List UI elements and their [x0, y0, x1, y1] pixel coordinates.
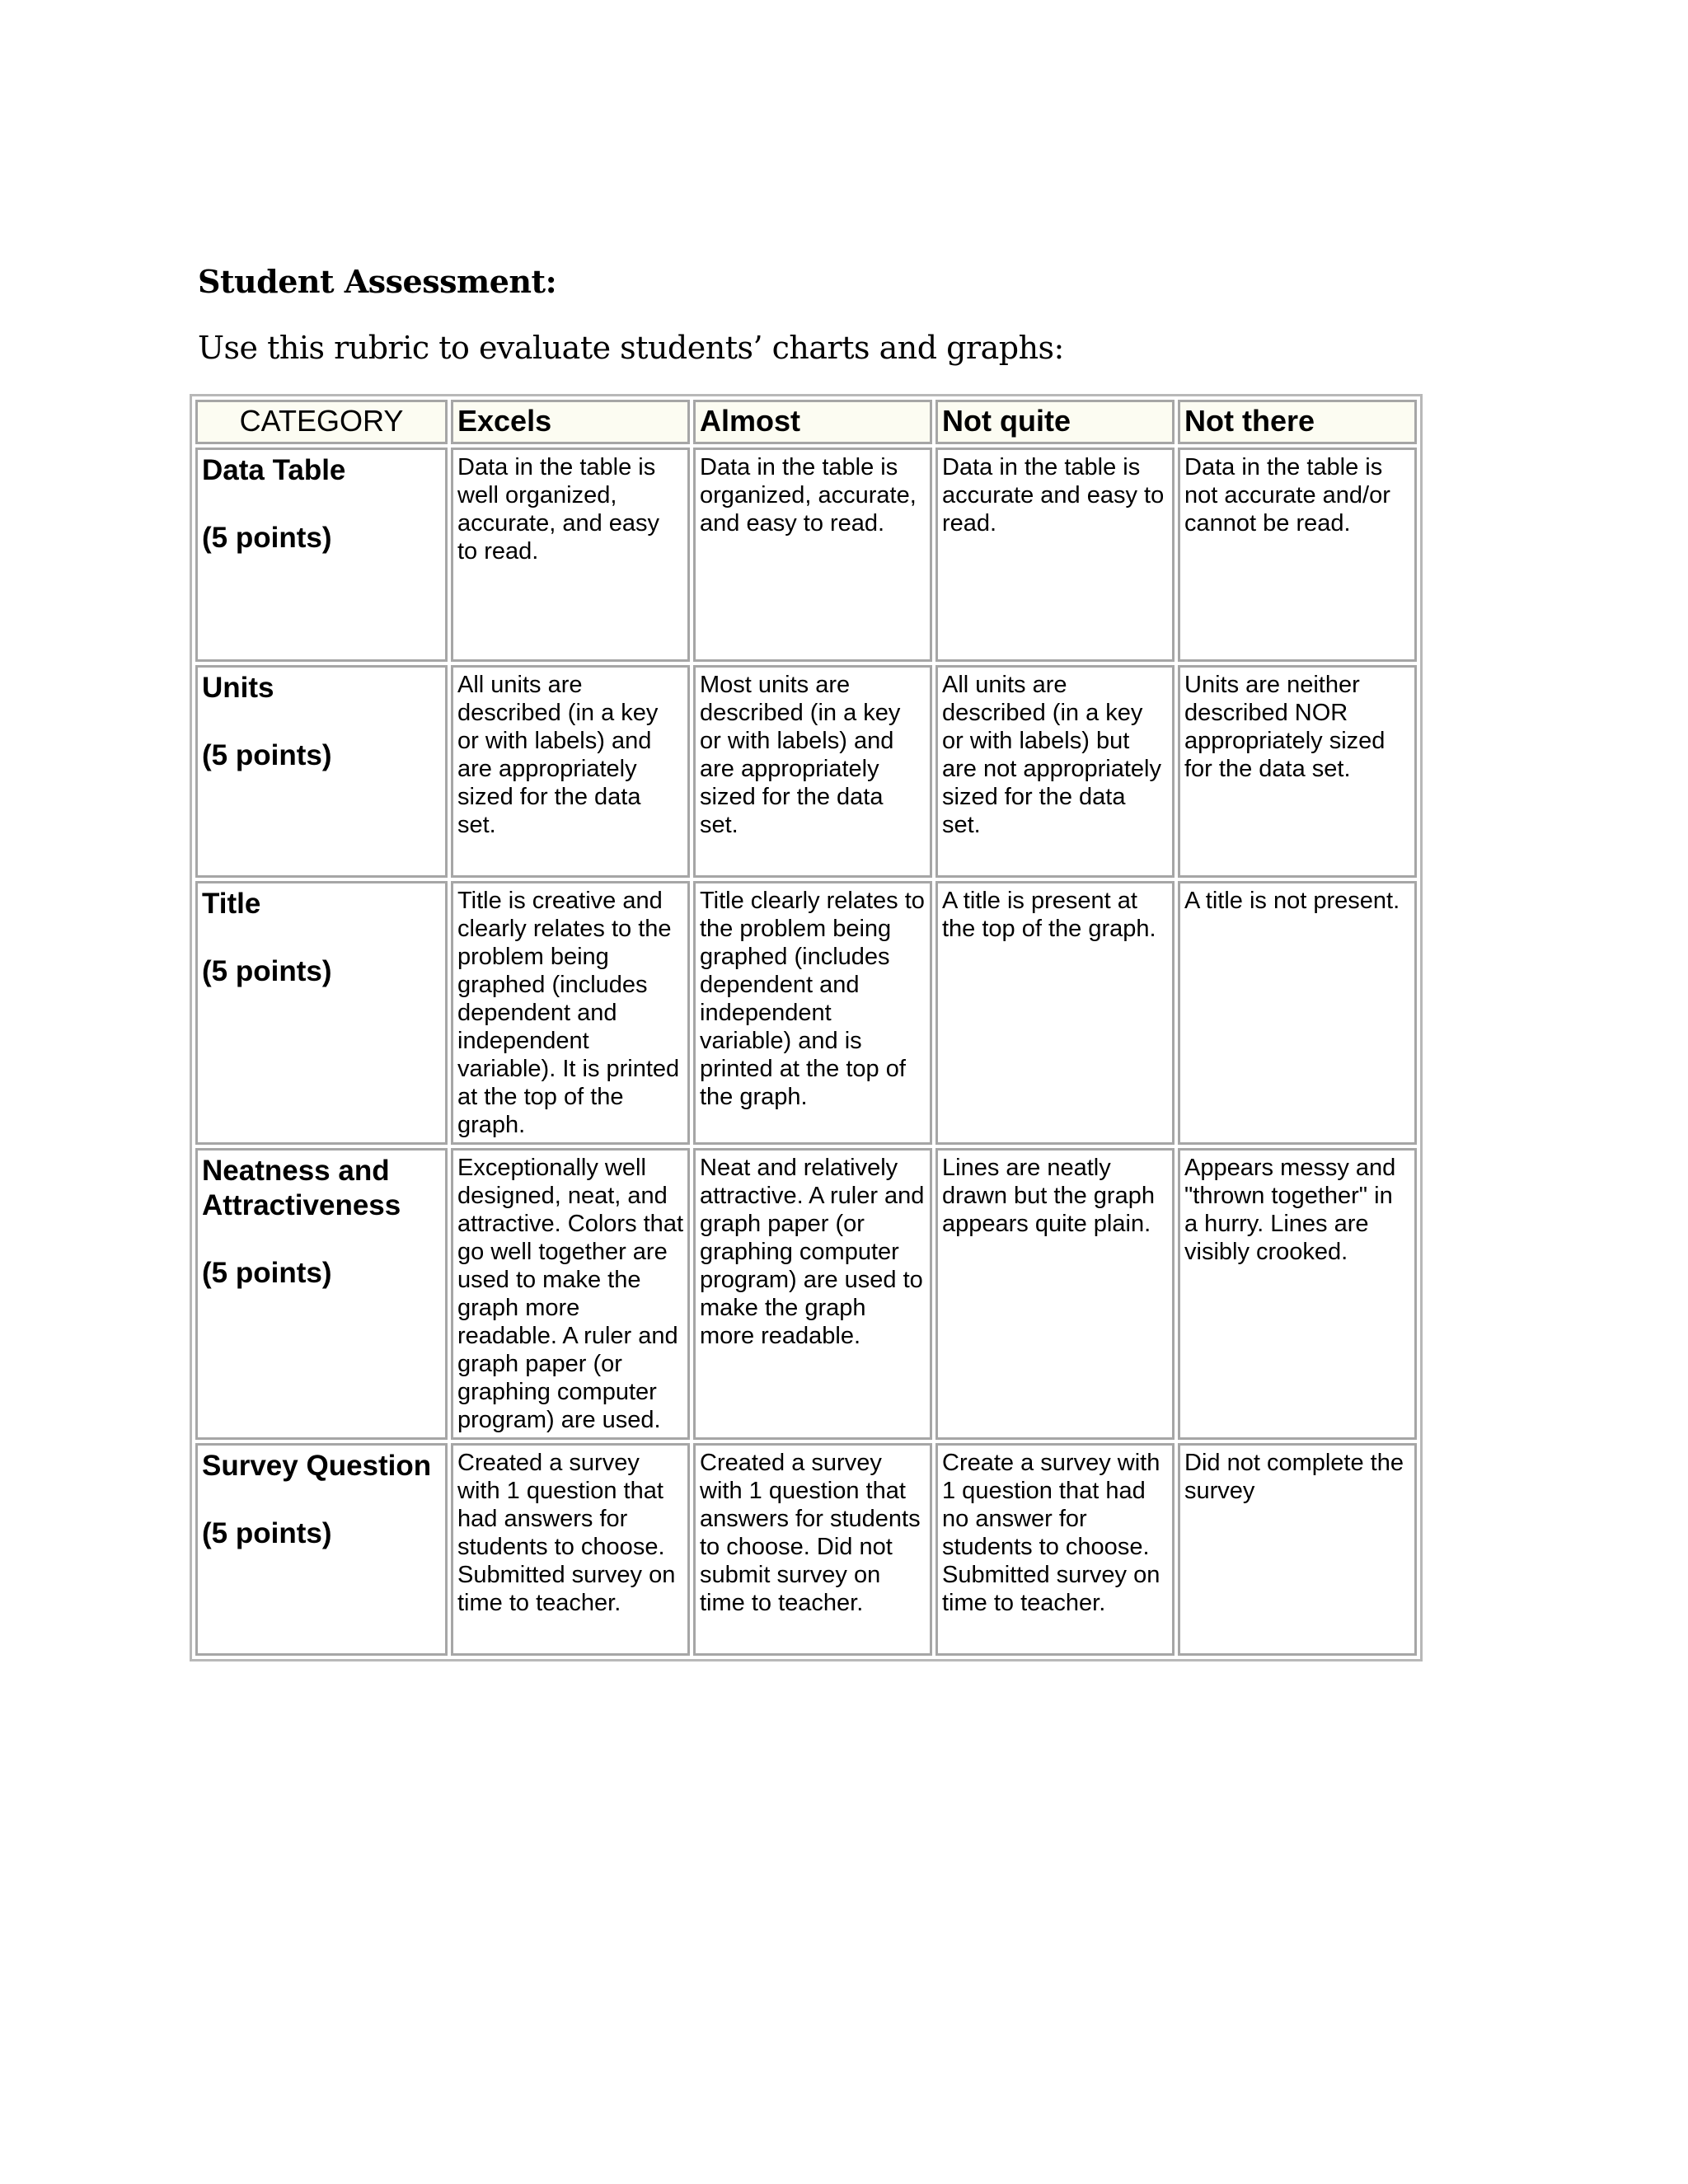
header-excels: Excels [451, 400, 690, 444]
header-not-there: Not there [1178, 400, 1417, 444]
category-points: (5 points) [202, 739, 332, 771]
cell-not-quite: Create a survey with 1 question that had no answer for students to choose. Submitted survey on time to teacher. [935, 1443, 1175, 1656]
cell-excels: Data in the table is well organized, accurate, and easy to read. [451, 448, 690, 662]
category-cell [195, 1148, 448, 1440]
header-not-quite: Not quite [935, 400, 1175, 444]
cell-not-there: Units are neither described NOR appropriately sized for the data set. [1178, 665, 1417, 878]
rubric-row-units [195, 665, 1417, 878]
category-cell [195, 448, 448, 662]
cell-excels: Exceptionally well designed, neat, and attractive. Colors that go well together are used to make the graph more readable. A ruler and graph paper (or graphing computer program) are used. [451, 1148, 690, 1440]
cell-almost: Created a survey with 1 question that answers for students to choose. Did not submit survey on time to teacher. [693, 1443, 932, 1656]
cell-not-there: A title is not present. [1178, 881, 1417, 1145]
category-cell [195, 1443, 448, 1656]
rubric-row-survey-question [195, 1443, 1417, 1656]
cell-excels: Title is creative and clearly relates to the problem being graphed (includes dependent and independent variable). It is printed at the top of the graph. [451, 881, 690, 1145]
cell-not-quite: All units are described (in a key or with labels) but are not appropriately sized for the data set. [935, 665, 1175, 878]
cell-not-there: Did not complete the survey [1178, 1443, 1417, 1656]
cell-not-there: Appears messy and "thrown together" in a hurry. Lines are visibly crooked. [1178, 1148, 1417, 1440]
category-name: Units [202, 672, 274, 704]
category-points: (5 points) [202, 955, 332, 987]
cell-not-quite: Data in the table is accurate and easy to read. [935, 448, 1175, 662]
cell-almost: Neat and relatively attractive. A ruler and graph paper (or graphing computer program) are used to make the graph more readable. [693, 1148, 932, 1440]
category-name: Data Table [202, 454, 346, 486]
rubric-header-row [195, 400, 1417, 444]
rubric-row-neatness [195, 1148, 1417, 1440]
category-name: Neatness and Attractiveness [202, 1155, 401, 1221]
cell-excels: All units are described (in a key or with labels) and are appropriately sized for the data set. [451, 665, 690, 878]
category-cell [195, 881, 448, 1145]
cell-almost: Title clearly relates to the problem being graphed (includes dependent and independent variable) and is printed at the top of the graph. [693, 881, 932, 1145]
rubric-table [190, 394, 1423, 1661]
cell-almost: Most units are described (in a key or with labels) and are appropriately sized for the data set. [693, 665, 932, 878]
cell-not-quite: Lines are neatly drawn but the graph appears quite plain. [935, 1148, 1175, 1440]
header-almost: Almost [693, 400, 932, 444]
category-points: (5 points) [202, 522, 332, 554]
rubric-row-title [195, 881, 1417, 1145]
page-subheading: Use this rubric to evaluate students’ charts and graphs: [198, 330, 1064, 366]
category-name: Survey Question [202, 1450, 432, 1482]
category-name: Title [202, 888, 261, 920]
cell-excels: Created a survey with 1 question that had answers for students to choose. Submitted survey on time to teacher. [451, 1443, 690, 1656]
rubric-row-data-table [195, 448, 1417, 662]
page-heading: Student Assessment: [198, 263, 557, 300]
header-category: CATEGORY [195, 400, 448, 444]
category-cell [195, 665, 448, 878]
cell-not-quite: A title is present at the top of the graph. [935, 881, 1175, 1145]
cell-almost: Data in the table is organized, accurate, and easy to read. [693, 448, 932, 662]
category-points: (5 points) [202, 1257, 332, 1289]
category-points: (5 points) [202, 1517, 332, 1549]
cell-not-there: Data in the table is not accurate and/or cannot be read. [1178, 448, 1417, 662]
